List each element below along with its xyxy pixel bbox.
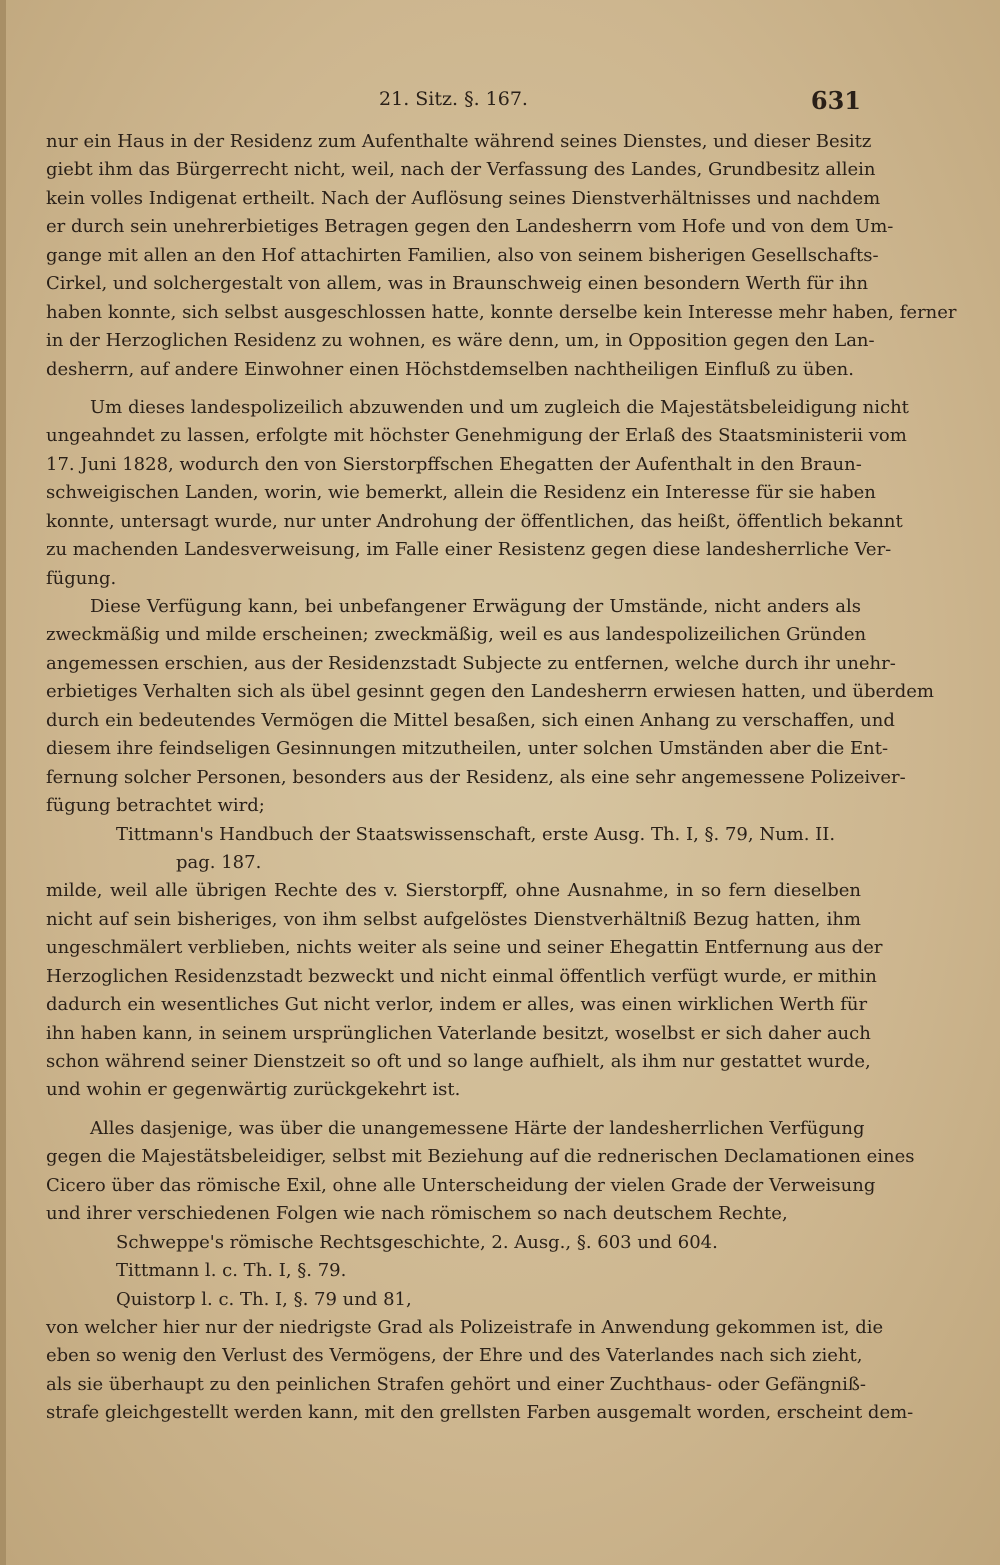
text-line: und ihrer verschiedenen Folgen wie nach römischem so nach deutschem Rechte,	[46, 1203, 788, 1225]
text-line: er durch sein unehrerbietiges Betragen gegen den Landesherrn vom Hofe und von dem Um-	[46, 216, 894, 238]
citation-line: Quistorp l. c. Th. I, §. 79 und 81,	[116, 1288, 412, 1310]
running-head: 21. Sitz. §. 167.	[379, 88, 528, 110]
paragraph-gap	[46, 384, 861, 394]
text-line: haben konnte, sich selbst ausgeschlossen hatte, konnte derselbe kein Interesse mehr haben, ferner	[46, 301, 957, 323]
text-line: ungeahndet zu lassen, erfolgte mit höchster Genehmigung der Erlaß des Staatsministerii vom	[46, 425, 907, 447]
text-line: diesem ihre feindseligen Gesinnungen mitzutheilen, unter solchen Umständen aber die Ent-	[46, 738, 889, 760]
citation-line: Tittmann l. c. Th. I, §. 79.	[116, 1260, 347, 1282]
paragraph-gap	[46, 1105, 861, 1115]
text-line: Herzoglichen Residenzstadt bezweckt und nicht einmal öffentlich verfügt wurde, er mithin	[46, 965, 877, 987]
page-header	[46, 88, 861, 122]
text-line: desherrn, auf andere Einwohner einen Höchstdemselben nachtheiligen Einfluß zu üben.	[46, 358, 854, 380]
text-line: zweckmäßig und milde erscheinen; zweckmäßig, weil es aus landespolizeilichen Gründen	[46, 624, 867, 646]
body-text	[46, 128, 957, 1428]
text-line: Alles dasjenige, was über die unangemessene Härte der landesherrlichen Verfügung	[90, 1117, 865, 1139]
text-line: Um dieses landespolizeilich abzuwenden und um zugleich die Majestätsbeleidigung nicht	[90, 396, 909, 418]
text-line: milde, weil alle übrigen Rechte des v. Sierstorpff, ohne Ausnahme, in so fern dieselben	[46, 880, 861, 902]
citation-line: Tittmann's Handbuch der Staatswissenschaft, erste Ausg. Th. I, §. 79, Num. II.	[116, 823, 836, 845]
citation-line: pag. 187.	[176, 851, 262, 873]
text-line: konnte, untersagt wurde, nur unter Androhung der öffentlichen, das heißt, öffentlich bekannt	[46, 510, 903, 532]
text-line: strafe gleichgestellt werden kann, mit den grellsten Farben ausgemalt worden, erscheint dem-	[46, 1402, 914, 1424]
text-line: schweigischen Landen, worin, wie bemerkt, allein die Residenz ein Interesse für sie haben	[46, 482, 876, 504]
text-line: Diese Verfügung kann, bei unbefangener Erwägung der Umstände, nicht anders als	[90, 596, 861, 617]
citation-line: Schweppe's römische Rechtsgeschichte, 2. Ausg., §. 603 und 604.	[116, 1231, 718, 1253]
text-line: in der Herzoglichen Residenz zu wohnen, es wäre denn, um, in Opposition gegen den Lan-	[46, 330, 875, 352]
text-line: fügung.	[46, 567, 117, 589]
text-line: kein volles Indigenat ertheilt. Nach der Auflösung seines Dienstverhältnisses und nachdem	[46, 187, 881, 209]
text-line: als sie überhaupt zu den peinlichen Strafen gehört und einer Zuchthaus- oder Gefängniß-	[46, 1373, 866, 1395]
text-line: angemessen erschien, aus der Residenzstadt Subjecte zu entfernen, welche durch ihr unehr-	[46, 652, 896, 674]
text-line: Cicero über das römische Exil, ohne alle Unterscheidung der vielen Grade der Verweisung	[46, 1174, 876, 1196]
text-line: eben so wenig den Verlust des Vermögens, der Ehre und des Vaterlandes nach sich zieht,	[46, 1345, 863, 1367]
text-line: ihn haben kann, in seinem ursprünglichen Vaterlande besitzt, woselbst er sich daher auch	[46, 1022, 871, 1044]
text-line: 17. Juni 1828, wodurch den von Sierstorpffschen Ehegatten der Aufenthalt in den Braun-	[46, 453, 862, 475]
text-line: nur ein Haus in der Residenz zum Aufenthalte während seines Dienstes, und dieser Besitz	[46, 131, 872, 152]
text-line: nicht auf sein bisheriges, von ihm selbst aufgelöstes Dienstverhältniß Bezug hatten, ihm	[46, 908, 861, 930]
text-line: dadurch ein wesentliches Gut nicht verlor, indem er alles, was einen wirklichen Werth für	[46, 994, 868, 1016]
text-line: zu machenden Landesverweisung, im Falle einer Resistenz gegen diese landesherrliche Ver-	[46, 539, 892, 561]
text-line: giebt ihm das Bürgerrecht nicht, weil, nach der Verfassung des Landes, Grundbesitz allein	[46, 159, 876, 181]
text-line: und wohin er gegenwärtig zurückgekehrt ist.	[46, 1079, 461, 1101]
text-line: fügung betrachtet wird;	[46, 795, 265, 817]
text-line: erbietiges Verhalten sich als übel gesinnt gegen den Landesherrn erwiesen hatten, und überdem	[46, 681, 935, 703]
text-line: durch ein bedeutendes Vermögen die Mittel besaßen, sich einen Anhang zu verschaffen, und	[46, 709, 895, 731]
text-line: gegen die Majestätsbeleidiger, selbst mit Beziehung auf die rednerischen Declamationen eines	[46, 1146, 915, 1168]
text-line: von welcher hier nur der niedrigste Grad als Polizeistrafe in Anwendung gekommen ist, die	[46, 1316, 884, 1338]
text-line: gange mit allen an den Hof attachirten Familien, also von seinem bisherigen Gesellschafts-	[46, 244, 879, 266]
text-line: fernung solcher Personen, besonders aus der Residenz, als eine sehr angemessene Polizeiver-	[46, 766, 906, 788]
text-line: ungeschmälert verblieben, nichts weiter als seine und seiner Ehegattin Entfernung aus der	[46, 937, 883, 959]
text-line: schon während seiner Dienstzeit so oft und so lange aufhielt, als ihm nur gestattet wurde,	[46, 1051, 871, 1072]
text-line: Cirkel, und solchergestalt von allem, was in Braunschweig einen besondern Werth für ihn	[46, 273, 869, 295]
page-number: 631	[810, 86, 861, 115]
